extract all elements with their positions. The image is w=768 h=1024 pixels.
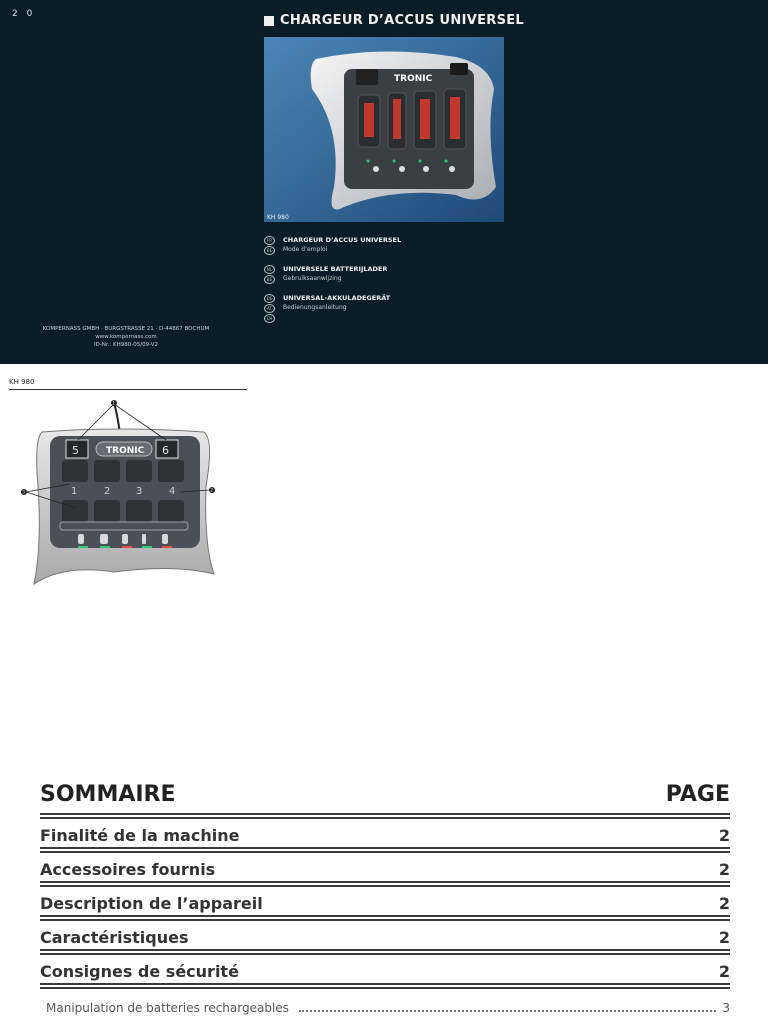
- slot-number: 3: [136, 486, 143, 497]
- product-photo: [264, 37, 504, 222]
- figure-model-label: KH 980: [9, 378, 35, 386]
- toc-entry[interactable]: [40, 955, 730, 983]
- charger-photo-illustration: [264, 37, 504, 222]
- cover-title: CHARGEUR D’ACCUS UNIVERSEL: [280, 13, 525, 28]
- toc-sub-entry-label: Manipulation de batteries rechargeables: [46, 1001, 289, 1015]
- callout-number: 1: [112, 400, 115, 406]
- toc-entry-page: 2: [718, 928, 730, 947]
- toc-entry[interactable]: [40, 921, 730, 949]
- toc-sub-entry-page: 3: [722, 1001, 730, 1015]
- divider: [9, 389, 247, 390]
- language-list: [264, 236, 401, 333]
- device-diagram: [14, 396, 224, 588]
- toc-entry-label: Accessoires fournis: [40, 860, 216, 879]
- flag-icon: BE: [264, 275, 275, 284]
- language-subtitle: Mode d’emploi: [283, 246, 328, 253]
- toc-entry[interactable]: [40, 853, 730, 881]
- slot-number: 1: [71, 486, 78, 497]
- company-website: www.kompernass.com: [95, 334, 157, 340]
- toc-entry-page: 2: [718, 894, 730, 913]
- page-number: 2 0: [12, 9, 36, 19]
- toc-sub-entry[interactable]: [40, 989, 730, 1015]
- diagram-brand-text: TRONIC: [106, 446, 145, 456]
- square-bullet-icon: [264, 16, 274, 26]
- toc-entry-label: Caractéristiques: [40, 928, 189, 947]
- slot-number: 2: [104, 486, 111, 497]
- toc-entry-page: 2: [718, 962, 730, 981]
- toc-entry-label: Finalité de la machine: [40, 826, 240, 845]
- company-id: ID-Nr.: KH980-05/09-V2: [93, 342, 159, 348]
- photo-brand-text: TRONIC: [394, 74, 433, 84]
- table-of-contents: [40, 782, 730, 1015]
- charger-diagram-illustration: [14, 396, 224, 588]
- language-item: [264, 265, 401, 285]
- language-subtitle: Bedienungsanleitung: [283, 304, 347, 311]
- flag-icon: FR: [264, 236, 275, 245]
- language-subtitle: Gebruiksaanwijzing: [283, 275, 342, 282]
- callout-number: 3: [22, 489, 25, 495]
- flag-icons: [264, 236, 276, 256]
- toc-entry[interactable]: [40, 887, 730, 915]
- language-title: UNIVERSAL-AKKULADEGERÄT: [283, 294, 391, 302]
- language-title: CHARGEUR D’ACCUS UNIVERSEL: [283, 236, 402, 244]
- company-address: KOMPERNASS GMBH · BURGSTRASSE 21 · D-44867 BOCHUM: [42, 326, 210, 332]
- flag-icons: [264, 265, 276, 285]
- toc-header: [40, 782, 730, 813]
- cover-title-block: [264, 13, 524, 28]
- company-info: [0, 325, 252, 349]
- language-item: [264, 294, 401, 324]
- language-title: UNIVERSELE BATTERIJLADER: [283, 265, 388, 273]
- toc-entry-label: Consignes de sécurité: [40, 962, 239, 981]
- lcd-left-digit: 5: [72, 444, 79, 457]
- flag-icon: BE: [264, 246, 275, 255]
- flag-icon: NL: [264, 265, 275, 274]
- photo-model-label: KH 980: [267, 214, 289, 221]
- flag-icon: AT: [264, 304, 275, 313]
- flag-icon: CH: [264, 314, 275, 323]
- callout-number: 2: [210, 487, 213, 493]
- slot-number: 4: [169, 486, 176, 497]
- flag-icons: [264, 294, 276, 324]
- cover-page: [0, 0, 768, 364]
- toc-entry[interactable]: [40, 819, 730, 847]
- language-item: [264, 236, 401, 256]
- lcd-right-digit: 6: [162, 444, 169, 457]
- toc-entry-page: 2: [718, 826, 730, 845]
- flag-icon: DE: [264, 294, 275, 303]
- toc-heading: SOMMAIRE: [40, 782, 176, 807]
- toc-entry-page: 2: [718, 860, 730, 879]
- dot-leader: [299, 1010, 716, 1012]
- toc-entry-label: Description de l’appareil: [40, 894, 263, 913]
- toc-page-heading: PAGE: [665, 782, 730, 807]
